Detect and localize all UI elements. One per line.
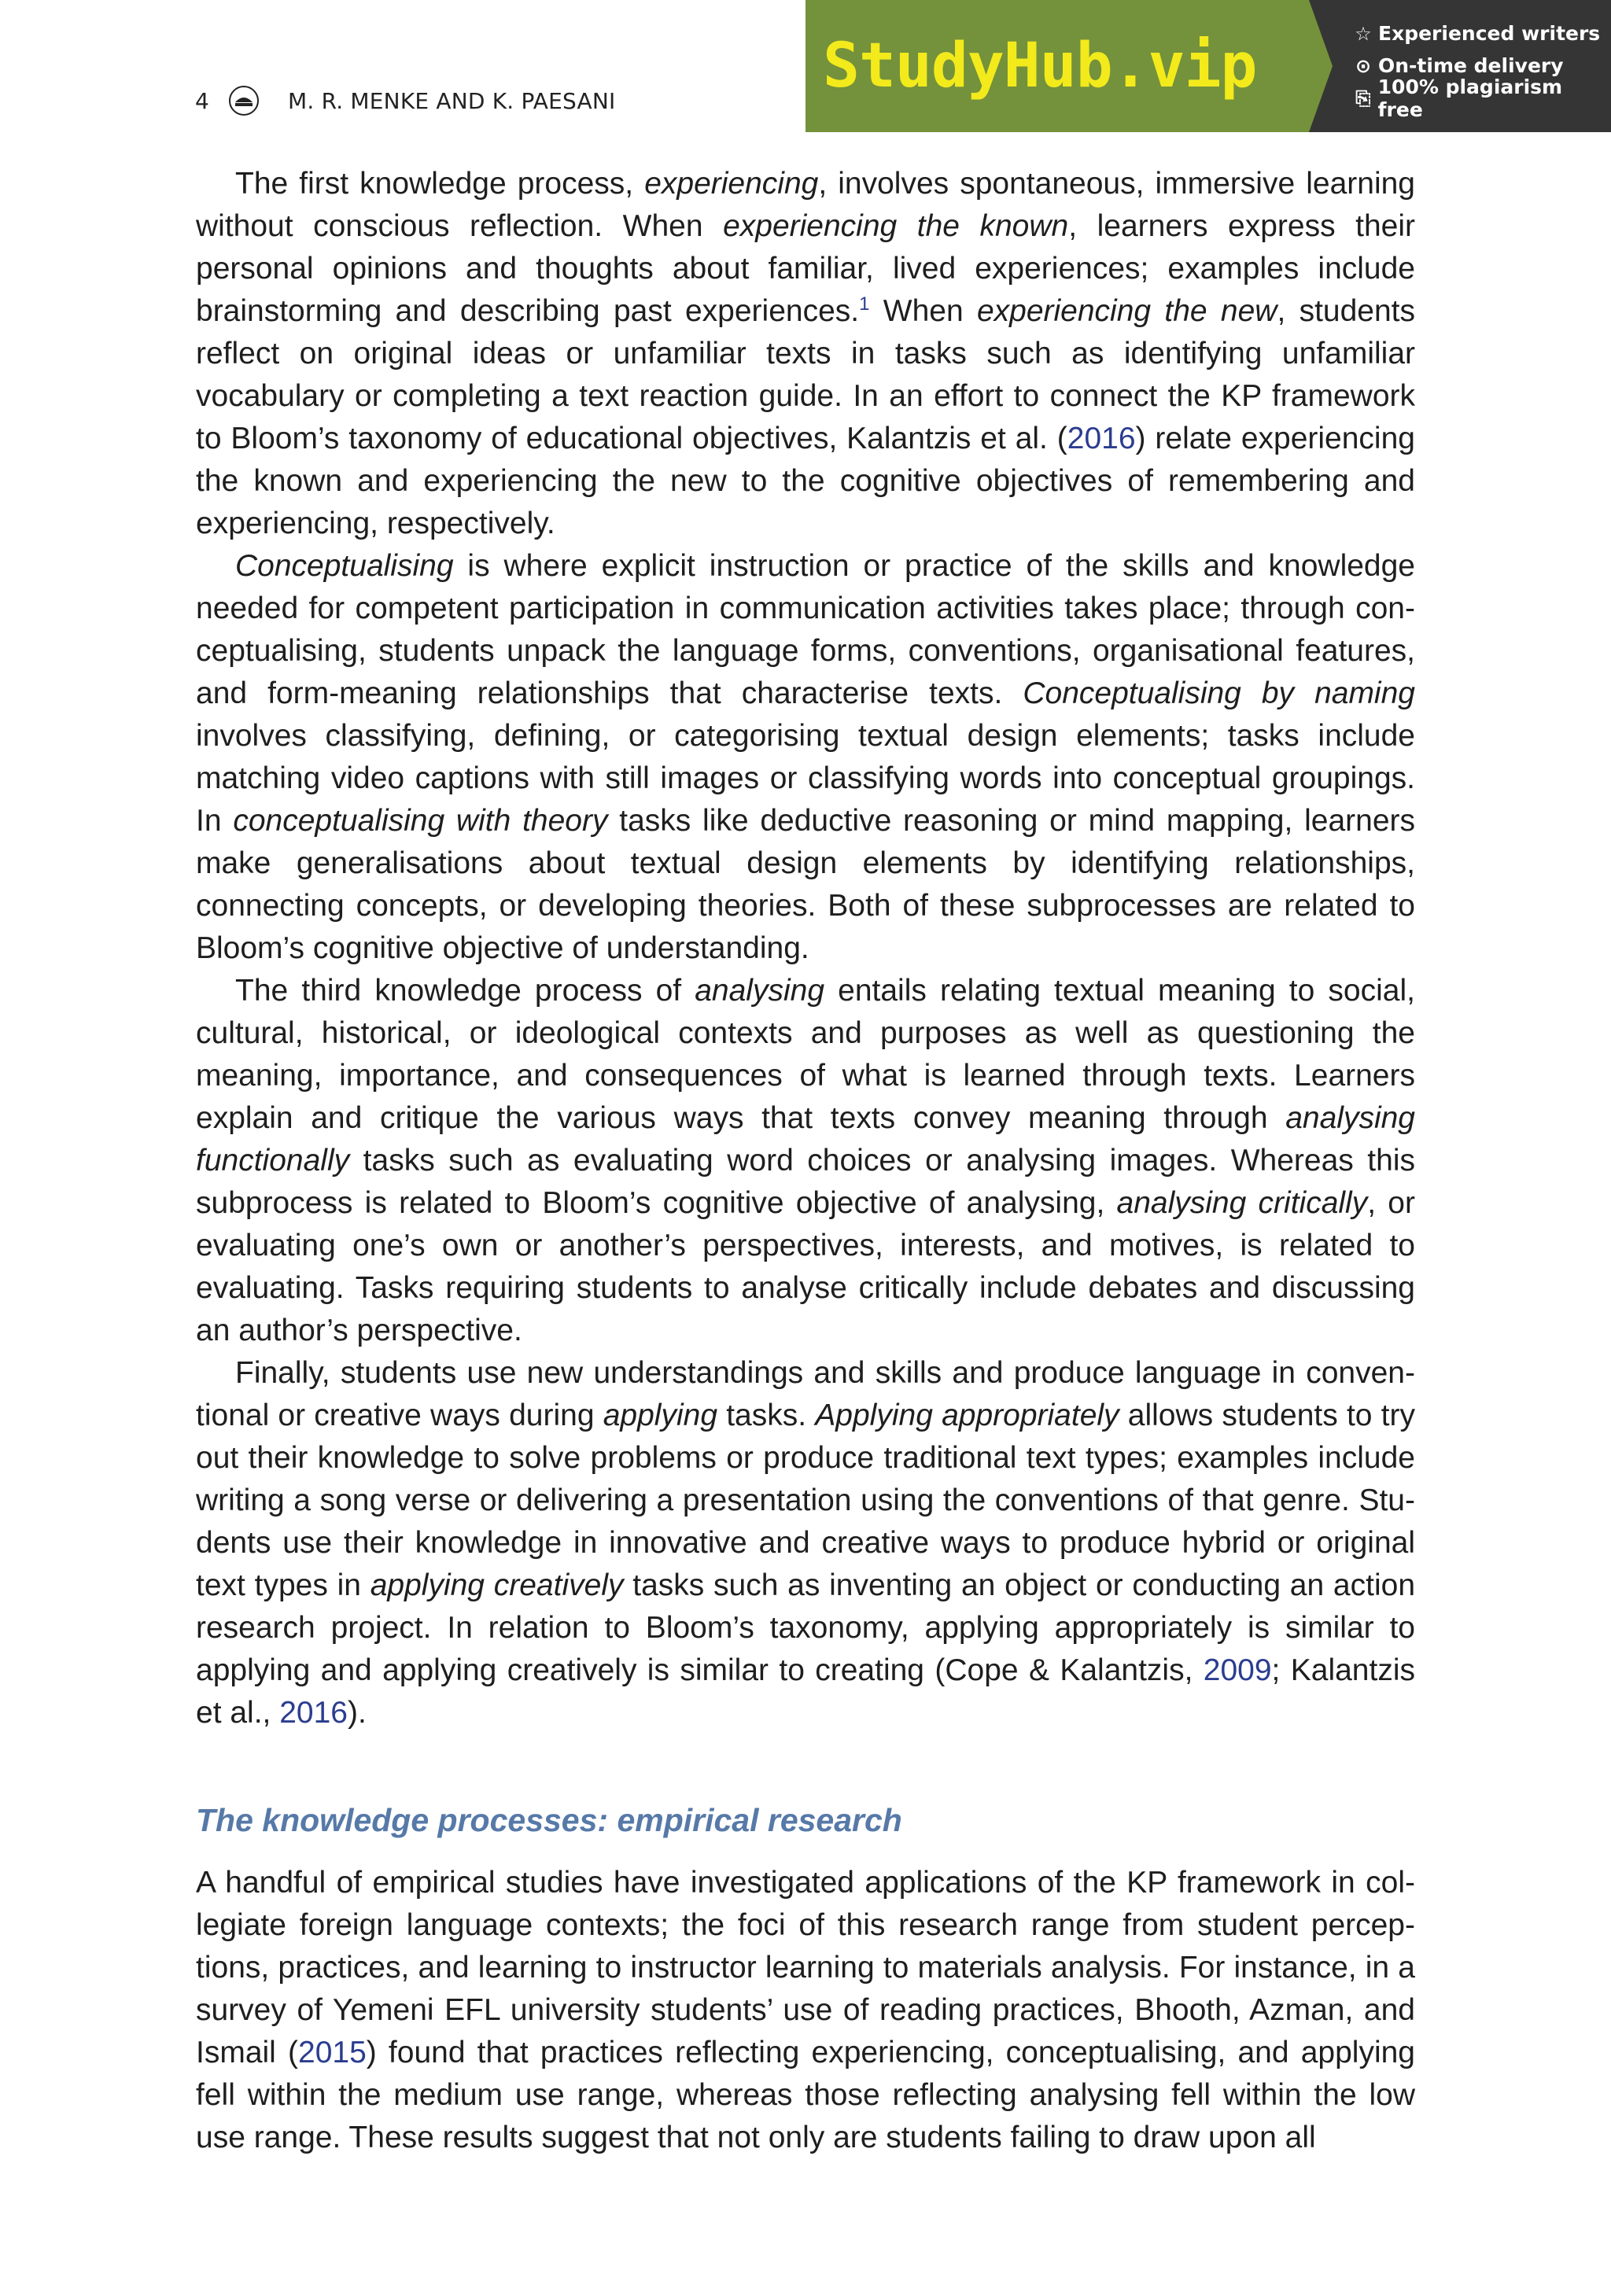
text-run: allows students to try out their knowledge to solve problems or produce traditional text types; examples include writing a song verse or delivering a presentation using the conventions of that genre. Students use their knowledge in innovative and creative ways to produce hybrid or original text types in [196, 1399, 1416, 1602]
citation-link[interactable]: 2015 [298, 2036, 367, 2069]
ad-banner[interactable] [806, 0, 1611, 132]
text-run: tasks. [717, 1399, 816, 1432]
term-experiencing: experiencing [644, 167, 819, 201]
text-run: A handful of empirical studies have investigated applications of the KP framework in collegiate foreign language contexts; the foci of this research range from student perceptions, practices, and learning to instructor learning to materials analysis. For instance, in a survey of Yemeni EFL university students’ use of reading practices, Bhooth, Azman, and Ismail ( [196, 1866, 1415, 2069]
text-run: When [869, 294, 977, 328]
text-run: The first knowledge process, [235, 167, 645, 201]
footnote-link[interactable]: 1 [859, 293, 870, 315]
text-run: , involves spontaneous, immersive learning without conscious reflection. When [196, 167, 1415, 243]
term-analysing-critically: analysing critically [1116, 1186, 1368, 1220]
clock-icon: ⊙ [1355, 54, 1372, 77]
text-run: tasks like deductive reasoning or mind mapping, learners make generalisations about textual design elements by identifying relationships, connecting concepts, or developing theories. Both of these subprocesses are related to Bloom’s cognitive objective of understanding. [196, 804, 1415, 965]
term-analysing-functionally: analysing functionally [196, 1101, 1415, 1177]
term-applying: applying [603, 1399, 718, 1432]
banner-feature-writers [1353, 17, 1611, 50]
citation-link[interactable]: 2016 [279, 1696, 348, 1730]
running-head-authors: M. R. MENKE AND K. PAESANI [288, 87, 616, 114]
paragraph-experiencing [196, 163, 1415, 545]
section-heading: The knowledge processes: empirical research [196, 1802, 902, 1838]
term-conceptualising-by-naming: Conceptualising by naming [1023, 676, 1415, 710]
text-run: ; Kalantzis et al., [196, 1653, 1415, 1730]
banner-brand-panel[interactable] [806, 0, 1309, 132]
text-run: ) relate experiencing the known and experiencing the new to the cognitive objectives of remembering and experiencing, respectively. [196, 422, 1415, 540]
text-run: , learners express their personal opinions and thoughts about familiar, lived experiences; examples include brainstorming and describing past experiences. [196, 209, 1415, 328]
text-run: Finally, students use new understandings and skills and produce language in conventional or creative ways during [196, 1356, 1415, 1432]
banner-feature-plagiarism [1353, 75, 1611, 121]
paragraph-conceptualising [196, 545, 1415, 970]
text-run: , students reflect on original ideas or unfamiliar texts in tasks such as identifying unfamiliar vocabulary or completing a text reaction guide. In an effort to connect the KP framework to Bloom’s taxonomy of educational objectives, Kalantzis et al. ( [196, 294, 1415, 455]
citation-link[interactable]: 2016 [1067, 422, 1136, 455]
text-run: ) found that practices reflecting experiencing, conceptualising, and applying fell within the medium use range, whereas those reflecting analysing fell within the low use range. These results suggest that not only are students failing to draw upon all [196, 2036, 1415, 2154]
body-text [196, 163, 1415, 2159]
text-run: tasks such as inventing an object or conducting an action research project. In relation to Bloom’s taxonomy, applying appropriately is similar to applying and applying creatively is similar to creating (Cope & Kalantzis, [196, 1568, 1416, 1687]
text-run: ). [348, 1696, 367, 1730]
star-icon: ☆ [1355, 22, 1372, 45]
paragraph-empirical-research [196, 1862, 1415, 2159]
paragraph-analysing [196, 970, 1415, 1352]
document-icon: ⎘ [1355, 87, 1371, 109]
text-run: entails relating textual meaning to social, cultural, historical, or ideological contexts and purposes as well as questioning the meaning, importance, and consequences of what is learned through texts. Learners explain and critique the various ways that texts convey meaning through [196, 974, 1415, 1135]
banner-feature-label: 100% plagiarism free [1377, 75, 1563, 121]
term-conceptualising-with-theory: conceptualising with theory [233, 804, 608, 838]
text-run: tasks such as evaluating word choices or analysing images. Whereas this subprocess is related to Bloom’s cognitive objective of analysing, [196, 1144, 1415, 1220]
term-applying-appropriately: Applying appropriately [815, 1399, 1119, 1432]
page-number: 4 [195, 87, 210, 114]
paragraph-applying [196, 1352, 1415, 1734]
text-run: , or evaluating one’s own or another’s perspectives, interests, and motives, is related to evaluating. Tasks requiring students to analyse critically include debates and discussing an author’s perspective. [196, 1186, 1415, 1347]
term-experiencing-the-new: experiencing the new [976, 294, 1277, 328]
running-head [195, 83, 616, 118]
text-run: The third knowledge process of [235, 974, 695, 1008]
banner-feature-label: On-time delivery [1378, 54, 1564, 77]
term-experiencing-the-known: experiencing the known [723, 209, 1069, 243]
text-run: is where explicit instruction or practice of the skills and knowledge needed for competent participation in communication activities takes place; through conceptualising, students unpack the language forms, conventions, organisational features, and form-meaning relationships that characterise texts. [196, 549, 1415, 710]
banner-feature-label: Experienced writers [1378, 22, 1601, 45]
text-run: involves classifying, defining, or categorising textual design elements; tasks include matching video captions with still images or classifying words into conceptual groupings. In [196, 719, 1415, 838]
journal-logo-icon [228, 85, 260, 116]
term-conceptualising: Conceptualising [235, 549, 454, 583]
banner-brand[interactable]: StudyHub.vip [823, 31, 1257, 101]
term-applying-creatively: applying creatively [370, 1568, 624, 1602]
banner-features [1309, 0, 1611, 132]
term-analysing: analysing [695, 974, 825, 1008]
citation-link[interactable]: 2009 [1203, 1653, 1272, 1687]
